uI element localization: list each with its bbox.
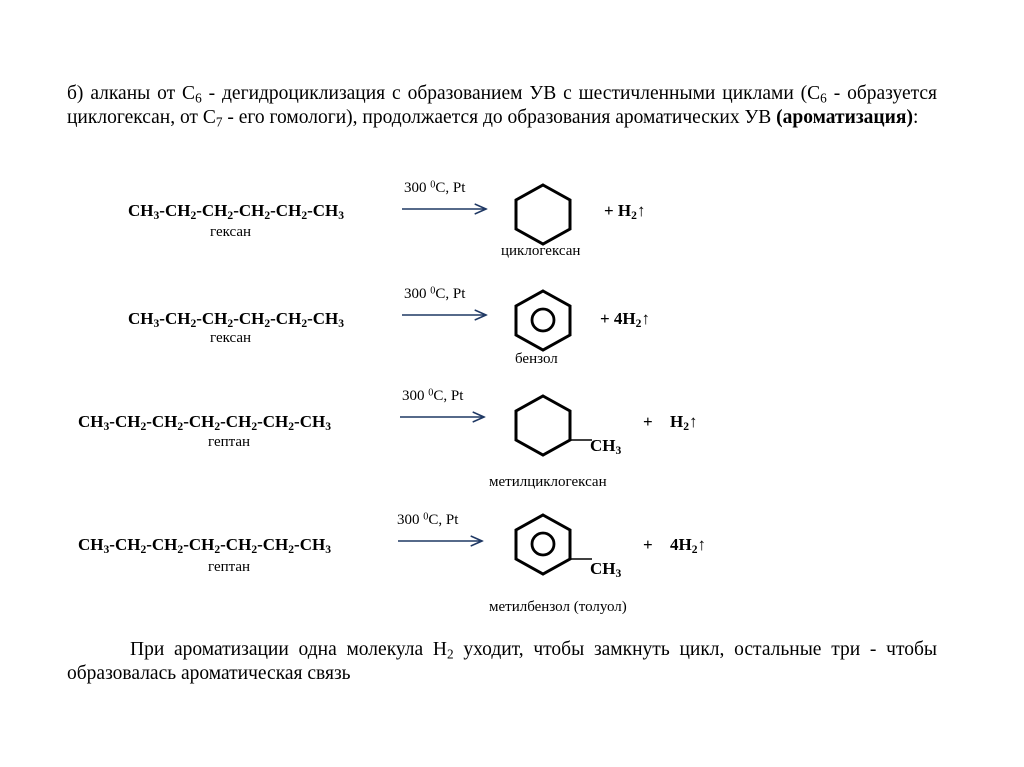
product-name: циклогексан [501, 243, 581, 259]
reactant-formula: $CH_3-CH_2-CH_2-CH_2-CH_2-CH_2-CH_3$ [78, 535, 331, 557]
methyl-group: $CH_3$ [590, 436, 622, 458]
plus-sign: + [643, 535, 653, 554]
intro-text-3: - образуется циклогексан, от С [67, 83, 937, 128]
byproduct: + $4H_2↑$ [600, 309, 650, 331]
intro-text-2: - дегидроциклизация с образованием УВ с шестичленными циклами (С [201, 83, 821, 104]
reactant-name: гексан [210, 224, 252, 240]
intro-text-4: - его гомологи), продолжается до образования ароматических УВ [222, 107, 777, 128]
intro-sub-1: 6 [195, 90, 202, 106]
outro-text-1: При ароматизации одна молекула Н [130, 639, 447, 660]
reactant-formula: $CH_3-CH_2-CH_2-CH_2-CH_2-CH_2-CH_3$ [78, 412, 331, 434]
reaction-conditions: 300 $^0$C, Pt [404, 285, 466, 302]
product-name: метилциклогексан [489, 474, 607, 490]
reaction-conditions: 300 $^0$C, Pt [397, 511, 459, 528]
outro-sub-1: 2 [447, 646, 454, 662]
reactant-name: гептан [208, 434, 251, 450]
product-name: метилбензол (толуол) [489, 599, 627, 615]
byproduct: $4H_2↑$ [670, 535, 707, 557]
product-name: бензол [515, 351, 558, 367]
benzene-ring [516, 291, 570, 350]
outro-text-2: уходит, чтобы замкнуть цикл, остальные три - чтобы образовалась ароматическая связь [67, 639, 937, 684]
reaction-conditions: 300 $^0$C, Pt [402, 387, 464, 404]
byproduct: $H_2↑$ [670, 412, 698, 434]
conclusion-paragraph [67, 638, 937, 686]
toluene-ring [516, 515, 570, 574]
cyclohexane-ring [516, 185, 570, 244]
intro-sub-3: 7 [215, 114, 223, 130]
aromatic-circle [532, 309, 554, 331]
methyl-group: $CH_3$ [590, 559, 622, 581]
reactant-name: гексан [210, 330, 252, 346]
byproduct: + $H_2↑$ [604, 201, 646, 223]
reactant-name: гептан [208, 559, 251, 575]
plus-sign: + [643, 412, 653, 431]
intro-sub-2: 6 [820, 90, 827, 106]
intro-bold-term: (ароматизация) [776, 107, 913, 128]
reactant-formula: $CH_3-CH_2-CH_2-CH_2-CH_2-CH_3$ [128, 309, 345, 331]
intro-text-5: : [912, 107, 919, 128]
reactant-formula: $CH_3-CH_2-CH_2-CH_2-CH_2-CH_3$ [128, 201, 345, 223]
methylcyclohexane-ring [516, 396, 570, 455]
aromatic-circle [532, 533, 554, 555]
intro-text-1: б) алканы от С [67, 83, 196, 104]
reaction-conditions: 300 $^0$C, Pt [404, 179, 466, 196]
